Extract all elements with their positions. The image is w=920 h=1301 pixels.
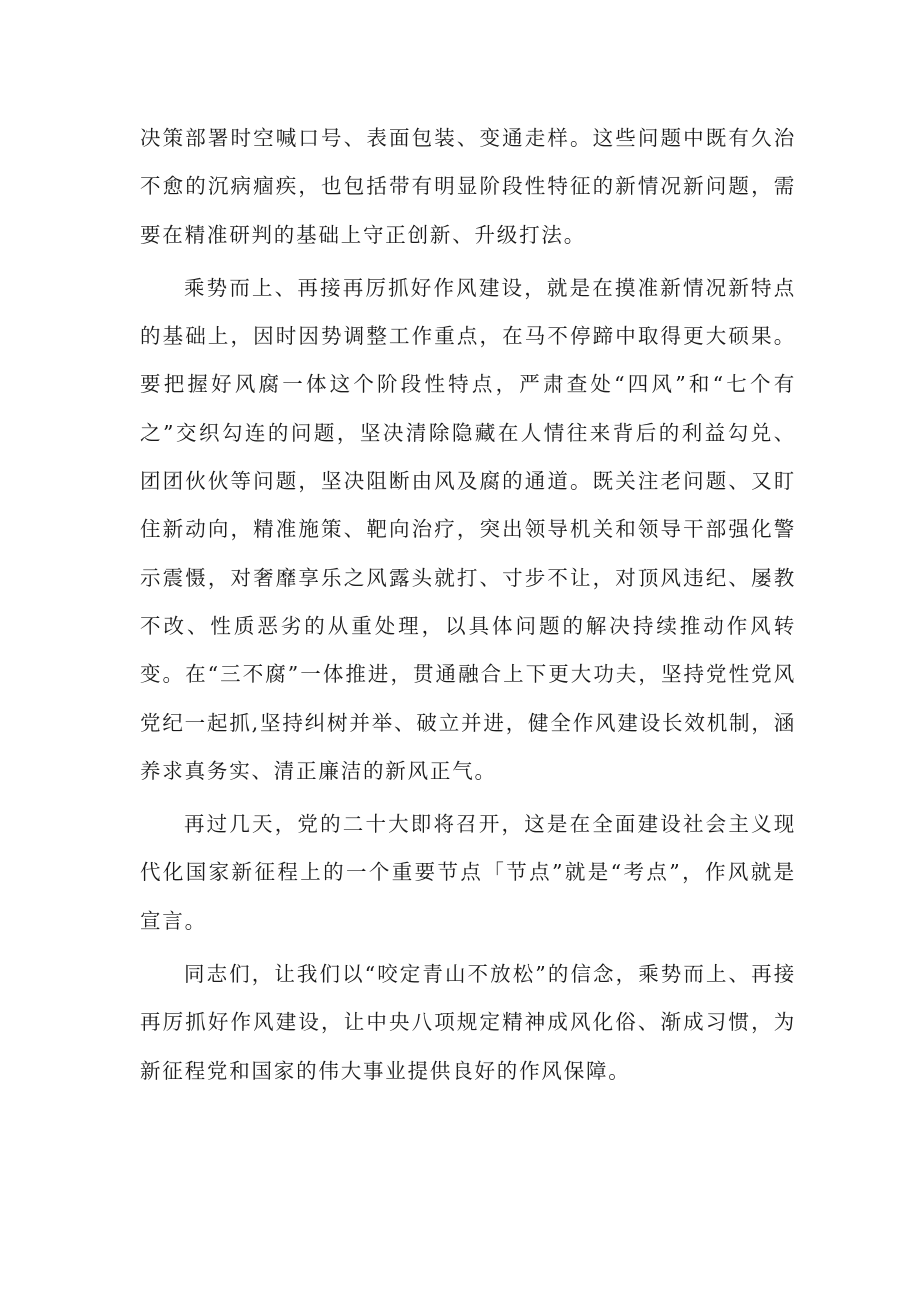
paragraph-closing: 同志们，让我们以“咬定青山不放松”的信念，乘势而上、再接再厉抓好作风建设，让中央八项规定精神成风化俗、渐成习惯，为新征程党和国家的伟大事业提供良好的作风保障。	[140, 962, 796, 1083]
paragraph-style-building: 乘势而上、再接再厉抓好作风建设，就是在摸准新情况新特点的基础上，因时因势调整工作重点，在马不停蹄中取得更大硕果。要把握好风腐一体这个阶段性特点，严肃查处“四风”和“七个有之”交织勾连的问题，坚决清除隐藏在人情往来背后的利益勾兑、团团伙伙等问题，坚决阻断由风及腐的通道。既关注老问题、又盯住新动向，精准施策、靶向治疗，突出领导机关和领导干部强化警示震慑，对奢靡享乐之风露头就打、寸步不让，对顶风违纪、屡教不改、性质恶劣的从重处理，以具体问题的解决持续推动作风转变。在“三不腐”一体推进，贯通融合上下更大功夫，坚持党性党风党纪一起抓,坚持纠树并举、破立并进，健全作风建设长效机制，涵养求真务实、清正廉洁的新风正气。	[140, 275, 796, 783]
paragraph-congress: 再过几天，党的二十大即将召开，这是在全面建设社会主义现代化国家新征程上的一个重要节点「节点”就是“考点”，作风就是宣言。	[140, 812, 796, 933]
document-body	[140, 114, 796, 1095]
paragraph-continuation: 决策部署时空喊口号、表面包装、变通走样。这些问题中既有久治不愈的沉病痼疾，也包括带有明显阶段性特征的新情况新问题，需要在精准研判的基础上守正创新、升级打法。	[140, 126, 796, 247]
